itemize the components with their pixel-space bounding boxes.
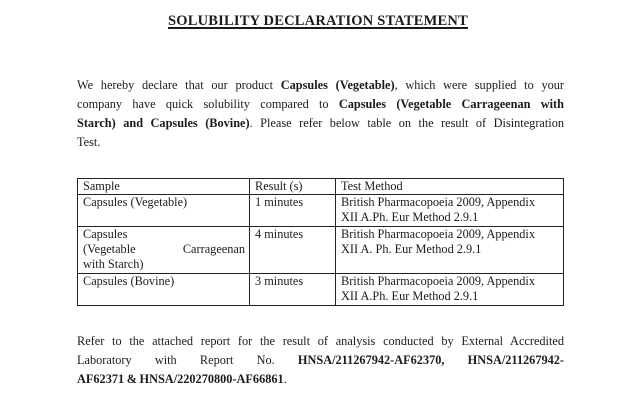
sample-line-2b: Carrageenan [182,242,245,256]
intro-line1-text-c: , which were supplied to your [394,78,564,92]
method-line-2: XII A.Ph. Eur Method 2.9.1 [341,210,479,224]
cell-sample-vegetable: Capsules (Vegetable) [78,195,250,227]
table-row-carrageenan [78,227,564,274]
footer-line3-text: . [283,372,287,386]
intro-line1-text-a: We hereby declare that our product [77,78,281,92]
cell-method-carrageenan [336,227,564,274]
cell-result-bovine: 3 minutes [250,274,336,306]
table-row-bovine [78,274,564,306]
method-line-1: British Pharmacopoeia 2009, Appendix [341,274,535,288]
footer-line1-text: Refer to the attached report for the result of analysis conducted by External Accredited [77,334,564,348]
method-line-1: British Pharmacopoeia 2009, Appendix [341,227,535,241]
intro-line2-bold: Capsules (Vegetable Carrageenan with [338,97,564,111]
sample-line-2 [83,242,245,257]
intro-line3-text-b: . Please refer below table on the result of Disintegration [249,116,564,130]
document-title [0,13,636,30]
footer-paragraph [77,332,564,389]
footer-line3-bold: AF62371 & HNSA/220270800-AF66861 [77,372,284,386]
table-header-row [78,179,564,195]
cell-sample-carrageenan [78,227,250,274]
intro-line2-text-a: company have quick solubility compared to [77,97,339,111]
cell-result-carrageenan: 4 minutes [250,227,336,274]
method-line-2: XII A.Ph. Eur Method 2.9.1 [341,289,479,303]
cell-method-bovine [336,274,564,306]
method-line-1: British Pharmacopoeia 2009, Appendix [341,195,535,209]
disintegration-table [77,178,564,306]
footer-line2-bold: HNSA/211267942-AF62370, HNSA/211267942- [297,353,565,367]
header-cell-method: Test Method [336,179,564,195]
footer-line-3 [77,370,564,389]
footer-line-1 [77,332,564,351]
cell-sample-bovine: Capsules (Bovine) [78,274,250,306]
footer-line2-text: Laboratory with Report No. [77,353,298,367]
intro-paragraph [77,76,564,152]
cell-result-vegetable: 1 minutes [250,195,336,227]
header-cell-result: Result (s) [250,179,336,195]
intro-line1-bold: Capsules (Vegetable) [280,78,395,92]
intro-line-2 [77,95,564,114]
header-cell-sample: Sample [78,179,250,195]
table-row-vegetable [78,195,564,227]
footer-line-2 [77,351,564,370]
intro-line-3 [77,114,564,133]
cell-method-vegetable [336,195,564,227]
method-line-2: XII A. Ph. Eur Method 2.9.1 [341,242,482,256]
intro-line-1 [77,76,564,95]
document-title-text: SOLUBILITY DECLARATION STATEMENT [168,13,468,29]
document-body [77,76,564,389]
intro-line3-bold: Starch) and Capsules (Bovine) [77,116,250,130]
sample-line-1: Capsules [83,227,128,241]
sample-line-2a: (Vegetable [83,242,136,256]
intro-line4-text: Test. [77,135,101,149]
sample-line-3: with Starch) [83,257,144,271]
intro-line-4 [77,133,564,152]
